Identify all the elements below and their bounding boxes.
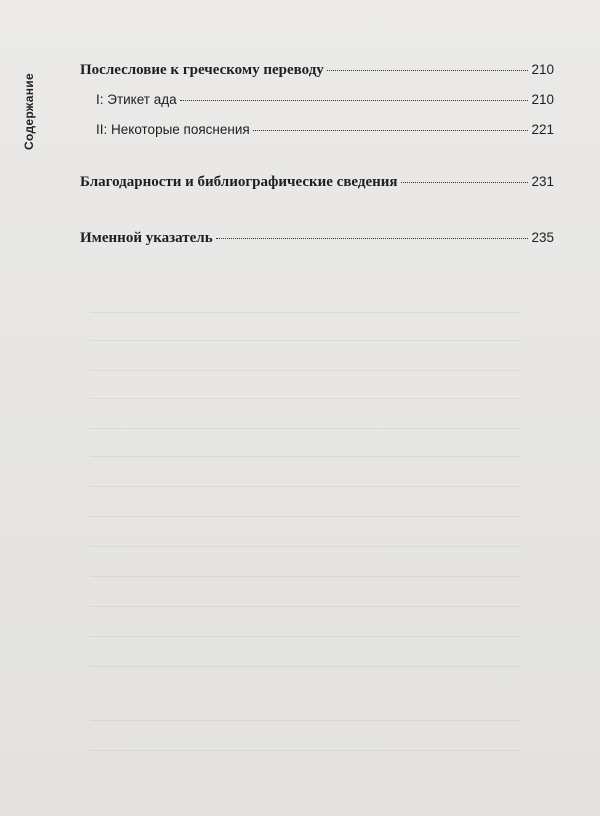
dot-leader — [327, 70, 529, 71]
dot-leader — [253, 130, 529, 131]
toc-entry-page: 210 — [531, 92, 554, 107]
toc-entry[interactable] — [96, 92, 554, 107]
dot-leader — [180, 100, 529, 101]
dot-leader — [401, 182, 529, 183]
toc-entry-page: 210 — [531, 62, 554, 77]
toc-entry-title: Благодарности и библиографические сведения — [80, 174, 398, 190]
toc-entry-page: 235 — [531, 230, 554, 245]
toc-entry-title: Послесловие к греческому переводу — [80, 62, 324, 78]
toc-entry-title: I: Этикет ада — [96, 92, 177, 107]
toc-entry[interactable] — [96, 122, 554, 137]
side-heading: Содержание — [22, 73, 36, 150]
dot-leader — [216, 238, 529, 239]
toc-entry[interactable] — [80, 174, 554, 191]
toc-entry-page: 231 — [531, 174, 554, 189]
toc-entry-page: 221 — [531, 122, 554, 137]
toc-entry[interactable] — [80, 230, 554, 247]
toc-entry-title: II: Некоторые пояснения — [96, 122, 250, 137]
toc-entry[interactable] — [80, 62, 554, 79]
toc-entry-title: Именной указатель — [80, 230, 213, 246]
